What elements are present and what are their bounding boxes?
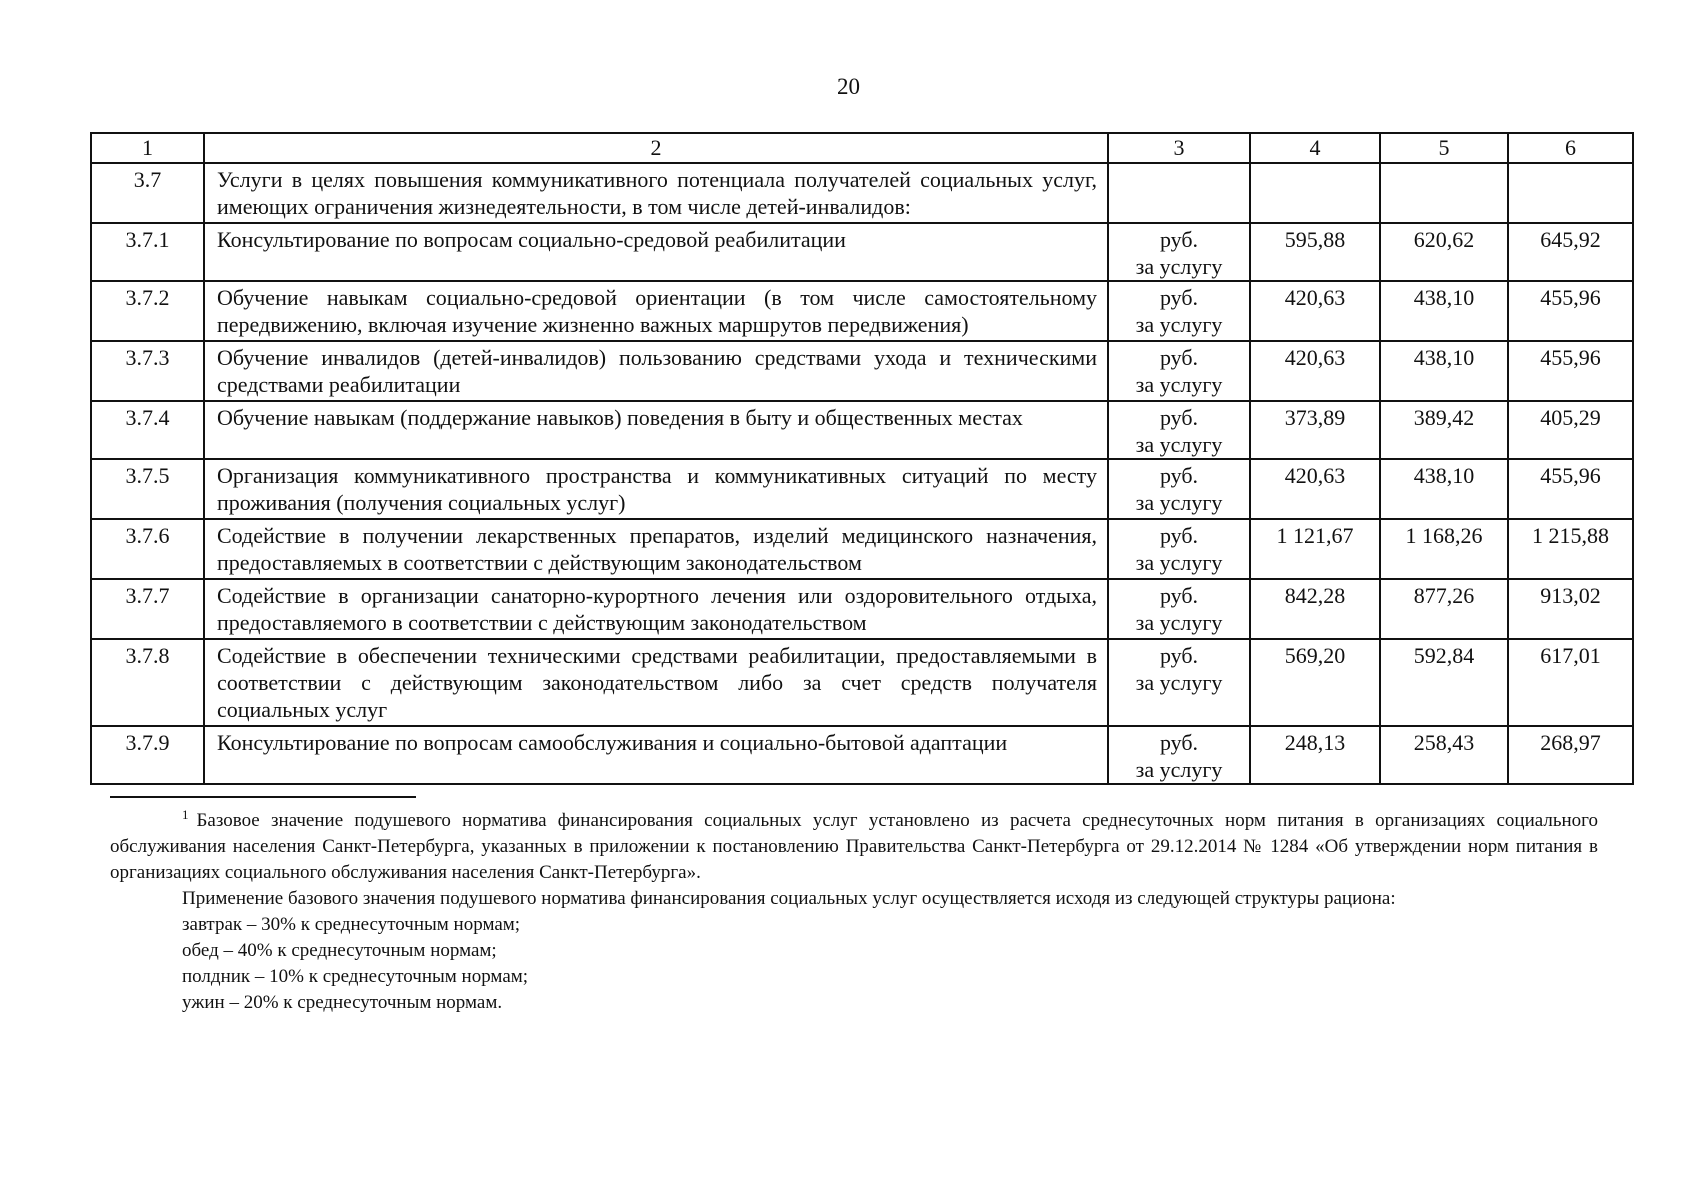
row-value-col5: 1 168,26 [1380,519,1508,579]
row-unit: руб. за услугу [1108,459,1250,519]
row-unit: руб. за услугу [1108,223,1250,281]
row-value-col4: 420,63 [1250,281,1380,341]
row-code: 3.7.7 [91,579,204,639]
row-value-col6: 455,96 [1508,459,1633,519]
table-row [91,401,1633,459]
row-value-col6: 645,92 [1508,223,1633,281]
row-value-col6: 617,01 [1508,639,1633,726]
column-header: 4 [1250,133,1380,163]
row-unit [1108,163,1250,223]
column-header: 1 [91,133,204,163]
row-unit: руб. за услугу [1108,519,1250,579]
row-value-col4: 595,88 [1250,223,1380,281]
row-value-col4: 842,28 [1250,579,1380,639]
table-row-section [91,163,1633,223]
table-header-row [91,133,1633,163]
row-value-col5: 438,10 [1380,459,1508,519]
table-row [91,281,1633,341]
row-code: 3.7.9 [91,726,204,784]
footnote-item-breakfast: завтрак – 30% к среднесуточным нормам; [182,914,521,935]
table-row [91,726,1633,784]
footnote-item-dinner: ужин – 20% к среднесуточным нормам. [182,992,503,1013]
row-service-name: Консультирование по вопросам социально-средовой реабилитации [204,223,1108,281]
row-unit: руб. за услугу [1108,341,1250,401]
row-code: 3.7.8 [91,639,204,726]
footnote-item-snack: полдник – 10% к среднесуточным нормам; [182,966,529,987]
row-value-col5: 438,10 [1380,281,1508,341]
column-header: 2 [204,133,1108,163]
row-value-col6: 268,97 [1508,726,1633,784]
row-unit: руб. за услугу [1108,579,1250,639]
table-row [91,223,1633,281]
row-value-col5 [1380,163,1508,223]
table-row [91,341,1633,401]
row-value-col4: 1 121,67 [1250,519,1380,579]
row-service-name: Содействие в организации санаторно-курортного лечения или оздоровительного отдыха, предоставляемого в соответствии с действующим законодательством [204,579,1108,639]
footnote-marker: 1 [182,807,189,822]
row-value-col4: 420,63 [1250,341,1380,401]
column-header: 6 [1508,133,1633,163]
row-service-name: Содействие в получении лекарственных препаратов, изделий медицинского назначения, предоставляемых в соответствии с действующим законодательством [204,519,1108,579]
row-value-col5: 258,43 [1380,726,1508,784]
footnote-structure-intro: Применение базового значения подушевого норматива финансирования социальных услуг осуществляется исходя из следующей структуры рациона: [182,888,1396,909]
row-code: 3.7 [91,163,204,223]
row-value-col5: 620,62 [1380,223,1508,281]
row-value-col5: 389,42 [1380,401,1508,459]
row-value-col5: 877,26 [1380,579,1508,639]
row-value-col4: 420,63 [1250,459,1380,519]
row-value-col4: 569,20 [1250,639,1380,726]
footnote-main-text: $^1$ Базовое значение подушевого норматива финансирования социальных услуг установлено из расчета среднесуточных норм питания в организациях социального обслуживания населения Санкт-Петербурга, указанных в приложении к постановлению Правительства Санкт-Петербурга от 29.12.2014 № 1284 «Об утверждении норм питания в организациях социального обслуживания населения Санкт-Петербурга». [110,807,1598,883]
footnote [110,802,1598,1016]
row-value-col4: 373,89 [1250,401,1380,459]
row-value-col6: 913,02 [1508,579,1633,639]
tariff-table [90,132,1634,785]
row-service-name: Консультирование по вопросам самообслуживания и социально-бытовой адаптации [204,726,1108,784]
row-code: 3.7.3 [91,341,204,401]
table-row [91,639,1633,726]
row-unit: руб. за услугу [1108,726,1250,784]
row-value-col6: 455,96 [1508,341,1633,401]
row-value-col5: 438,10 [1380,341,1508,401]
row-value-col4 [1250,163,1380,223]
row-service-name: Обучение навыкам социально-средовой ориентации (в том числе самостоятельному передвижению, включая изучение жизненно важных маршрутов передвижения) [204,281,1108,341]
table-row [91,519,1633,579]
page-number: 20 [837,74,860,99]
table-row [91,459,1633,519]
row-code: 3.7.6 [91,519,204,579]
row-service-name: Услуги в целях повышения коммуникативного потенциала получателей социальных услуг, имеющих ограничения жизнедеятельности, в том числе детей-инвалидов: [204,163,1108,223]
row-service-name: Обучение навыкам (поддержание навыков) поведения в быту и общественных местах [204,401,1108,459]
row-value-col6: 455,96 [1508,281,1633,341]
row-unit: руб. за услугу [1108,401,1250,459]
row-unit: руб. за услугу [1108,639,1250,726]
footnote-item-lunch: обед – 40% к среднесуточным нормам; [182,940,497,961]
row-service-name: Обучение инвалидов (детей-инвалидов) пользованию средствами ухода и техническими средствами реабилитации [204,341,1108,401]
row-unit: руб. за услугу [1108,281,1250,341]
row-value-col6: 1 215,88 [1508,519,1633,579]
row-value-col6: 405,29 [1508,401,1633,459]
row-code: 3.7.5 [91,459,204,519]
row-code: 3.7.1 [91,223,204,281]
row-value-col5: 592,84 [1380,639,1508,726]
footnote-separator [110,796,416,798]
row-service-name: Организация коммуникативного пространства и коммуникативных ситуаций по месту проживания (получения социальных услуг) [204,459,1108,519]
row-code: 3.7.4 [91,401,204,459]
row-value-col6 [1508,163,1633,223]
row-code: 3.7.2 [91,281,204,341]
row-value-col4: 248,13 [1250,726,1380,784]
column-header: 3 [1108,133,1250,163]
row-service-name: Содействие в обеспечении техническими средствами реабилитации, предоставляемыми в соответствии с действующим законодательством либо за счет средств получателя социальных услуг [204,639,1108,726]
column-header: 5 [1380,133,1508,163]
table-row [91,579,1633,639]
